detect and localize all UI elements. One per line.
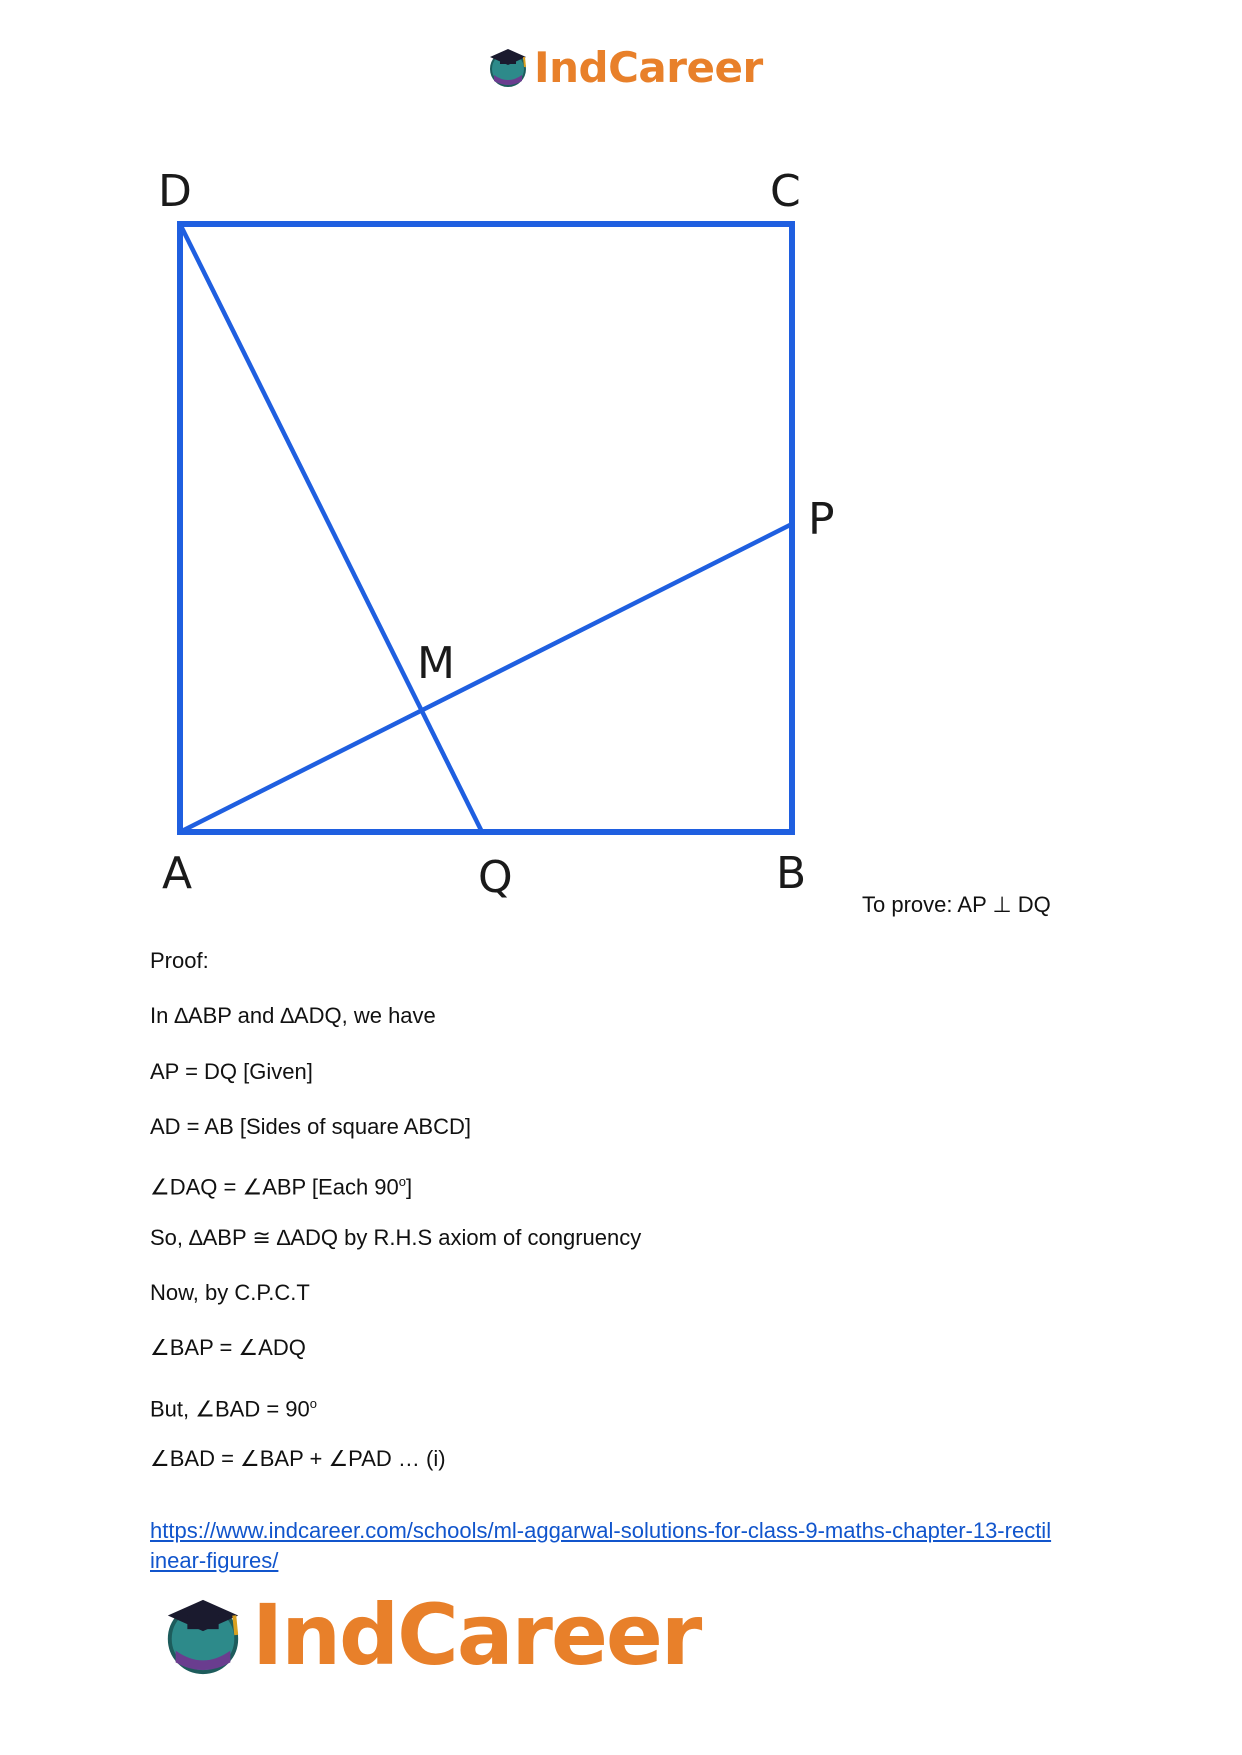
- proof-line-8-main: But, ∠BAD = 90: [150, 1396, 310, 1422]
- proof-line-9: ∠BAD = ∠BAP + ∠PAD … (i): [150, 1446, 446, 1471]
- segment-ap: [180, 524, 792, 832]
- logo-wordmark: IndCareer: [252, 1586, 701, 1684]
- proof-line-4-end: ]: [406, 1174, 413, 1200]
- proof-line-1: In ∆ABP and ∆ADQ, we have: [150, 1003, 436, 1028]
- square-abcd: [180, 224, 792, 832]
- footer-logo: [160, 1585, 720, 1685]
- label-p: P: [808, 494, 835, 545]
- label-b: B: [776, 848, 807, 899]
- proof-line-4: [150, 1168, 412, 1201]
- label-c: C: [770, 166, 801, 217]
- degree-sign: o: [309, 1396, 317, 1411]
- label-m: M: [417, 638, 455, 689]
- logo-wordmark: IndCareer: [534, 42, 763, 92]
- to-prove-statement: To prove: AP ⊥ DQ: [862, 892, 1051, 917]
- segment-dq: [180, 224, 482, 832]
- graduation-cap-globe-icon: [486, 45, 530, 89]
- source-link[interactable]: [150, 1516, 1100, 1576]
- degree-sign: o: [398, 1174, 407, 1189]
- graduation-cap-globe-icon: [160, 1592, 246, 1678]
- proof-line-5: So, ∆ABP ≅ ∆ADQ by R.H.S axiom of congruency: [150, 1225, 642, 1250]
- proof-line-6: Now, by C.P.C.T: [150, 1280, 310, 1305]
- proof-heading: Proof:: [150, 948, 209, 973]
- label-q: Q: [478, 852, 513, 903]
- proof-line-3: AD = AB [Sides of square ABCD]: [150, 1114, 471, 1139]
- header-logo: [486, 40, 766, 94]
- proof-line-2: AP = DQ [Given]: [150, 1059, 313, 1084]
- square-diagram: [140, 150, 860, 920]
- proof-line-4-main: ∠DAQ = ∠ABP [Each 90: [150, 1174, 399, 1200]
- source-link-line-2[interactable]: inear-figures/: [150, 1548, 279, 1573]
- proof-line-8: [150, 1390, 317, 1423]
- source-link-line-1[interactable]: https://www.indcareer.com/schools/ml-aggarwal-solutions-for-class-9-maths-chapter-13-rectil: [150, 1518, 1052, 1543]
- label-d: D: [158, 166, 192, 217]
- label-a: A: [162, 848, 193, 899]
- proof-line-7: ∠BAP = ∠ADQ: [150, 1335, 306, 1360]
